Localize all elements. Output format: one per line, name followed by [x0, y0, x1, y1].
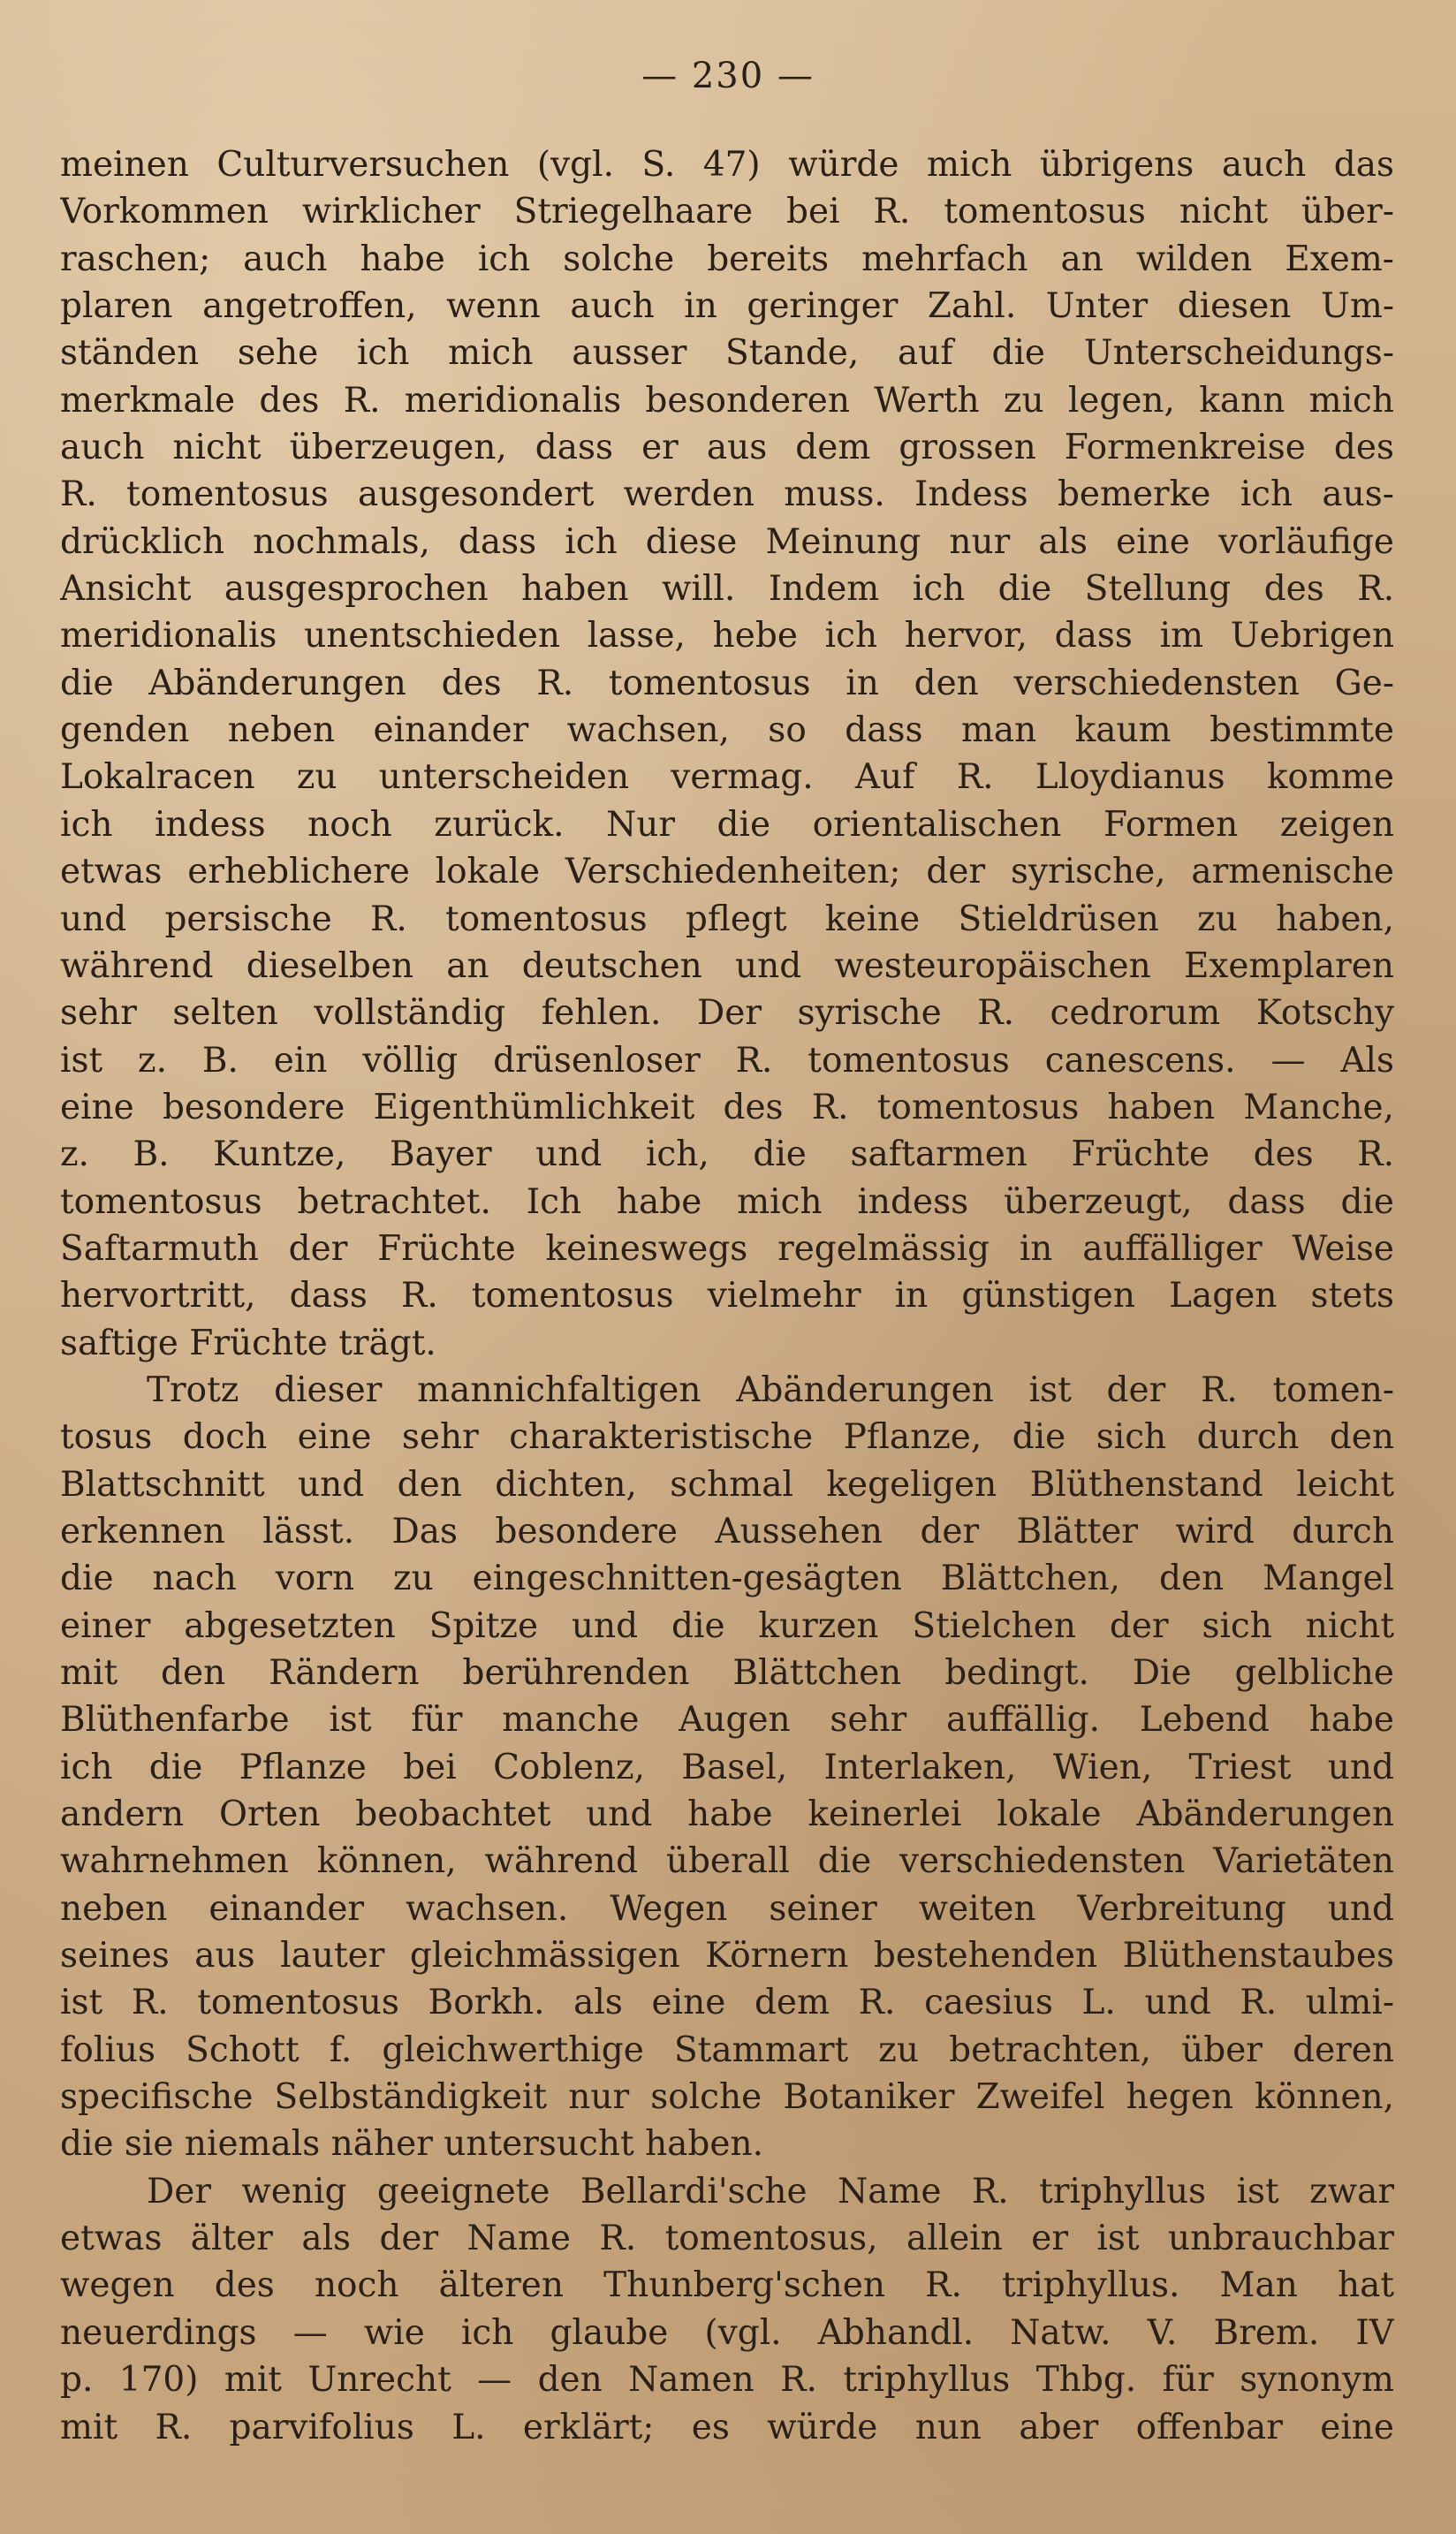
text-line: seines aus lauter gleichmässigen Körnern bestehenden Blüthenstaubes — [60, 1936, 1394, 1976]
text-line: Vorkommen wirklicher Striegelhaare bei R. tomentosus nicht über- — [60, 192, 1394, 232]
text-line: einer abgesetzten Spitze und die kurzen Stielchen der sich nicht — [60, 1605, 1394, 1646]
text-line: Trotz dieser mannichfaltigen Abänderungen ist der R. tomen- — [147, 1369, 1394, 1410]
page-number: — 230 — — [641, 56, 815, 96]
text-line: neuerdings — wie ich glaube (vgl. Abhandl. Natw. V. Brem. IV — [60, 2312, 1394, 2353]
paragraph — [60, 1367, 1394, 2168]
text-line: specifische Selbständigkeit nur solche Botaniker Zweifel hegen können, — [60, 2077, 1394, 2118]
text-line: folius Schott f. gleichwerthige Stammart zu betrachten, über deren — [60, 2029, 1394, 2070]
text-line: etwas älter als der Name R. tomentosus, allein er ist unbrauchbar — [60, 2219, 1394, 2259]
text-line: sehr selten vollständig fehlen. Der syrische R. cedrorum Kotschy — [60, 993, 1394, 1034]
text-line: p. 170) mit Unrecht — den Namen R. triphyllus Thbg. für synonym — [60, 2360, 1394, 2401]
text-line: Saftarmuth der Früchte keineswegs regelmässig in auffälliger Weise — [60, 1228, 1394, 1269]
text-line: mit R. parvifolius L. erklärt; es würde nun aber offenbar eine — [60, 2407, 1394, 2447]
text-line: genden neben einander wachsen, so dass man kaum bestimmte — [60, 710, 1394, 751]
paragraph — [60, 2168, 1394, 2451]
text-line: neben einander wachsen. Wegen seiner weiten Verbreitung und — [60, 1888, 1394, 1929]
text-line: ist R. tomentosus Borkh. als eine dem R. caesius L. und R. ulmi- — [60, 1983, 1394, 2023]
text-line: die sie niemals näher untersucht haben. — [60, 2124, 763, 2165]
text-line: Lokalracen zu unterscheiden vermag. Auf R. Lloydianus komme — [60, 757, 1394, 798]
text-line: drücklich nochmals, dass ich diese Meinung nur als eine vorläufige — [60, 521, 1394, 562]
text-line: ich die Pflanze bei Coblenz, Basel, Interlaken, Wien, Triest und — [60, 1747, 1394, 1787]
text-line: ich indess noch zurück. Nur die orientalischen Formen zeigen — [60, 804, 1394, 845]
text-line: Der wenig geeignete Bellardi'sche Name R. triphyllus ist zwar — [147, 2171, 1394, 2212]
text-line: meinen Culturversuchen (vgl. S. 47) würde mich übrigens auch das — [60, 145, 1394, 185]
text-line: wegen des noch älteren Thunberg'schen R. triphyllus. Man hat — [60, 2265, 1394, 2306]
text-line: Blattschnitt und den dichten, schmal kegeligen Blüthenstand leicht — [60, 1464, 1394, 1505]
text-line: mit den Rändern berührenden Blättchen bedingt. Die gelbliche — [60, 1653, 1394, 1693]
text-line: plaren angetroffen, wenn auch in geringer Zahl. Unter diesen Um- — [60, 286, 1394, 327]
text-line: und persische R. tomentosus pflegt keine Stieldrüsen zu haben, — [60, 899, 1394, 939]
text-line: während dieselben an deutschen und westeuropäischen Exemplaren — [60, 945, 1394, 986]
text-line: saftige Früchte trägt. — [60, 1323, 436, 1363]
text-line: merkmale des R. meridionalis besonderen Werth zu legen, kann mich — [60, 380, 1394, 421]
text-line: meridionalis unentschieden lasse, hebe ich hervor, dass im Uebrigen — [60, 616, 1394, 656]
text-line: etwas erheblichere lokale Verschiedenheiten; der syrische, armenische — [60, 852, 1394, 892]
text-line: die nach vorn zu eingeschnitten-gesägten Blättchen, den Mangel — [60, 1559, 1394, 1599]
text-line: hervortritt, dass R. tomentosus vielmehr in günstigen Lagen stets — [60, 1276, 1394, 1316]
text-line: raschen; auch habe ich solche bereits mehrfach an wilden Exem- — [60, 239, 1394, 279]
text-line: tosus doch eine sehr charakteristische Pflanze, die sich durch den — [60, 1417, 1394, 1458]
text-line: die Abänderungen des R. tomentosus in den verschiedensten Ge- — [60, 663, 1394, 703]
text-line: ist z. B. ein völlig drüsenloser R. tomentosus canescens. — Als — [60, 1040, 1394, 1081]
body-text — [60, 141, 1394, 2451]
text-line: eine besondere Eigenthümlichkeit des R. tomentosus haben Manche, — [60, 1087, 1394, 1127]
text-line: Blüthenfarbe ist für manche Augen sehr auffällig. Lebend habe — [60, 1700, 1394, 1741]
text-line: auch nicht überzeugen, dass er aus dem grossen Formenkreise des — [60, 428, 1394, 468]
text-line: tomentosus betrachtet. Ich habe mich indess überzeugt, dass die — [60, 1181, 1394, 1222]
text-line: Ansicht ausgesprochen haben will. Indem ich die Stellung des R. — [60, 569, 1394, 610]
text-line: z. B. Kuntze, Bayer und ich, die saftarmen Früchte des R. — [60, 1134, 1394, 1175]
text-line: ständen sehe ich mich ausser Stande, auf die Unterscheidungs- — [60, 333, 1394, 374]
text-line: wahrnehmen können, während überall die verschiedensten Varietäten — [60, 1841, 1394, 1882]
text-line: erkennen lässt. Das besondere Aussehen der Blätter wird durch — [60, 1511, 1394, 1552]
text-line: R. tomentosus ausgesondert werden muss. Indess bemerke ich aus- — [60, 474, 1394, 515]
text-line: andern Orten beobachtet und habe keinerlei lokale Abänderungen — [60, 1794, 1394, 1835]
paragraph — [60, 141, 1394, 1367]
